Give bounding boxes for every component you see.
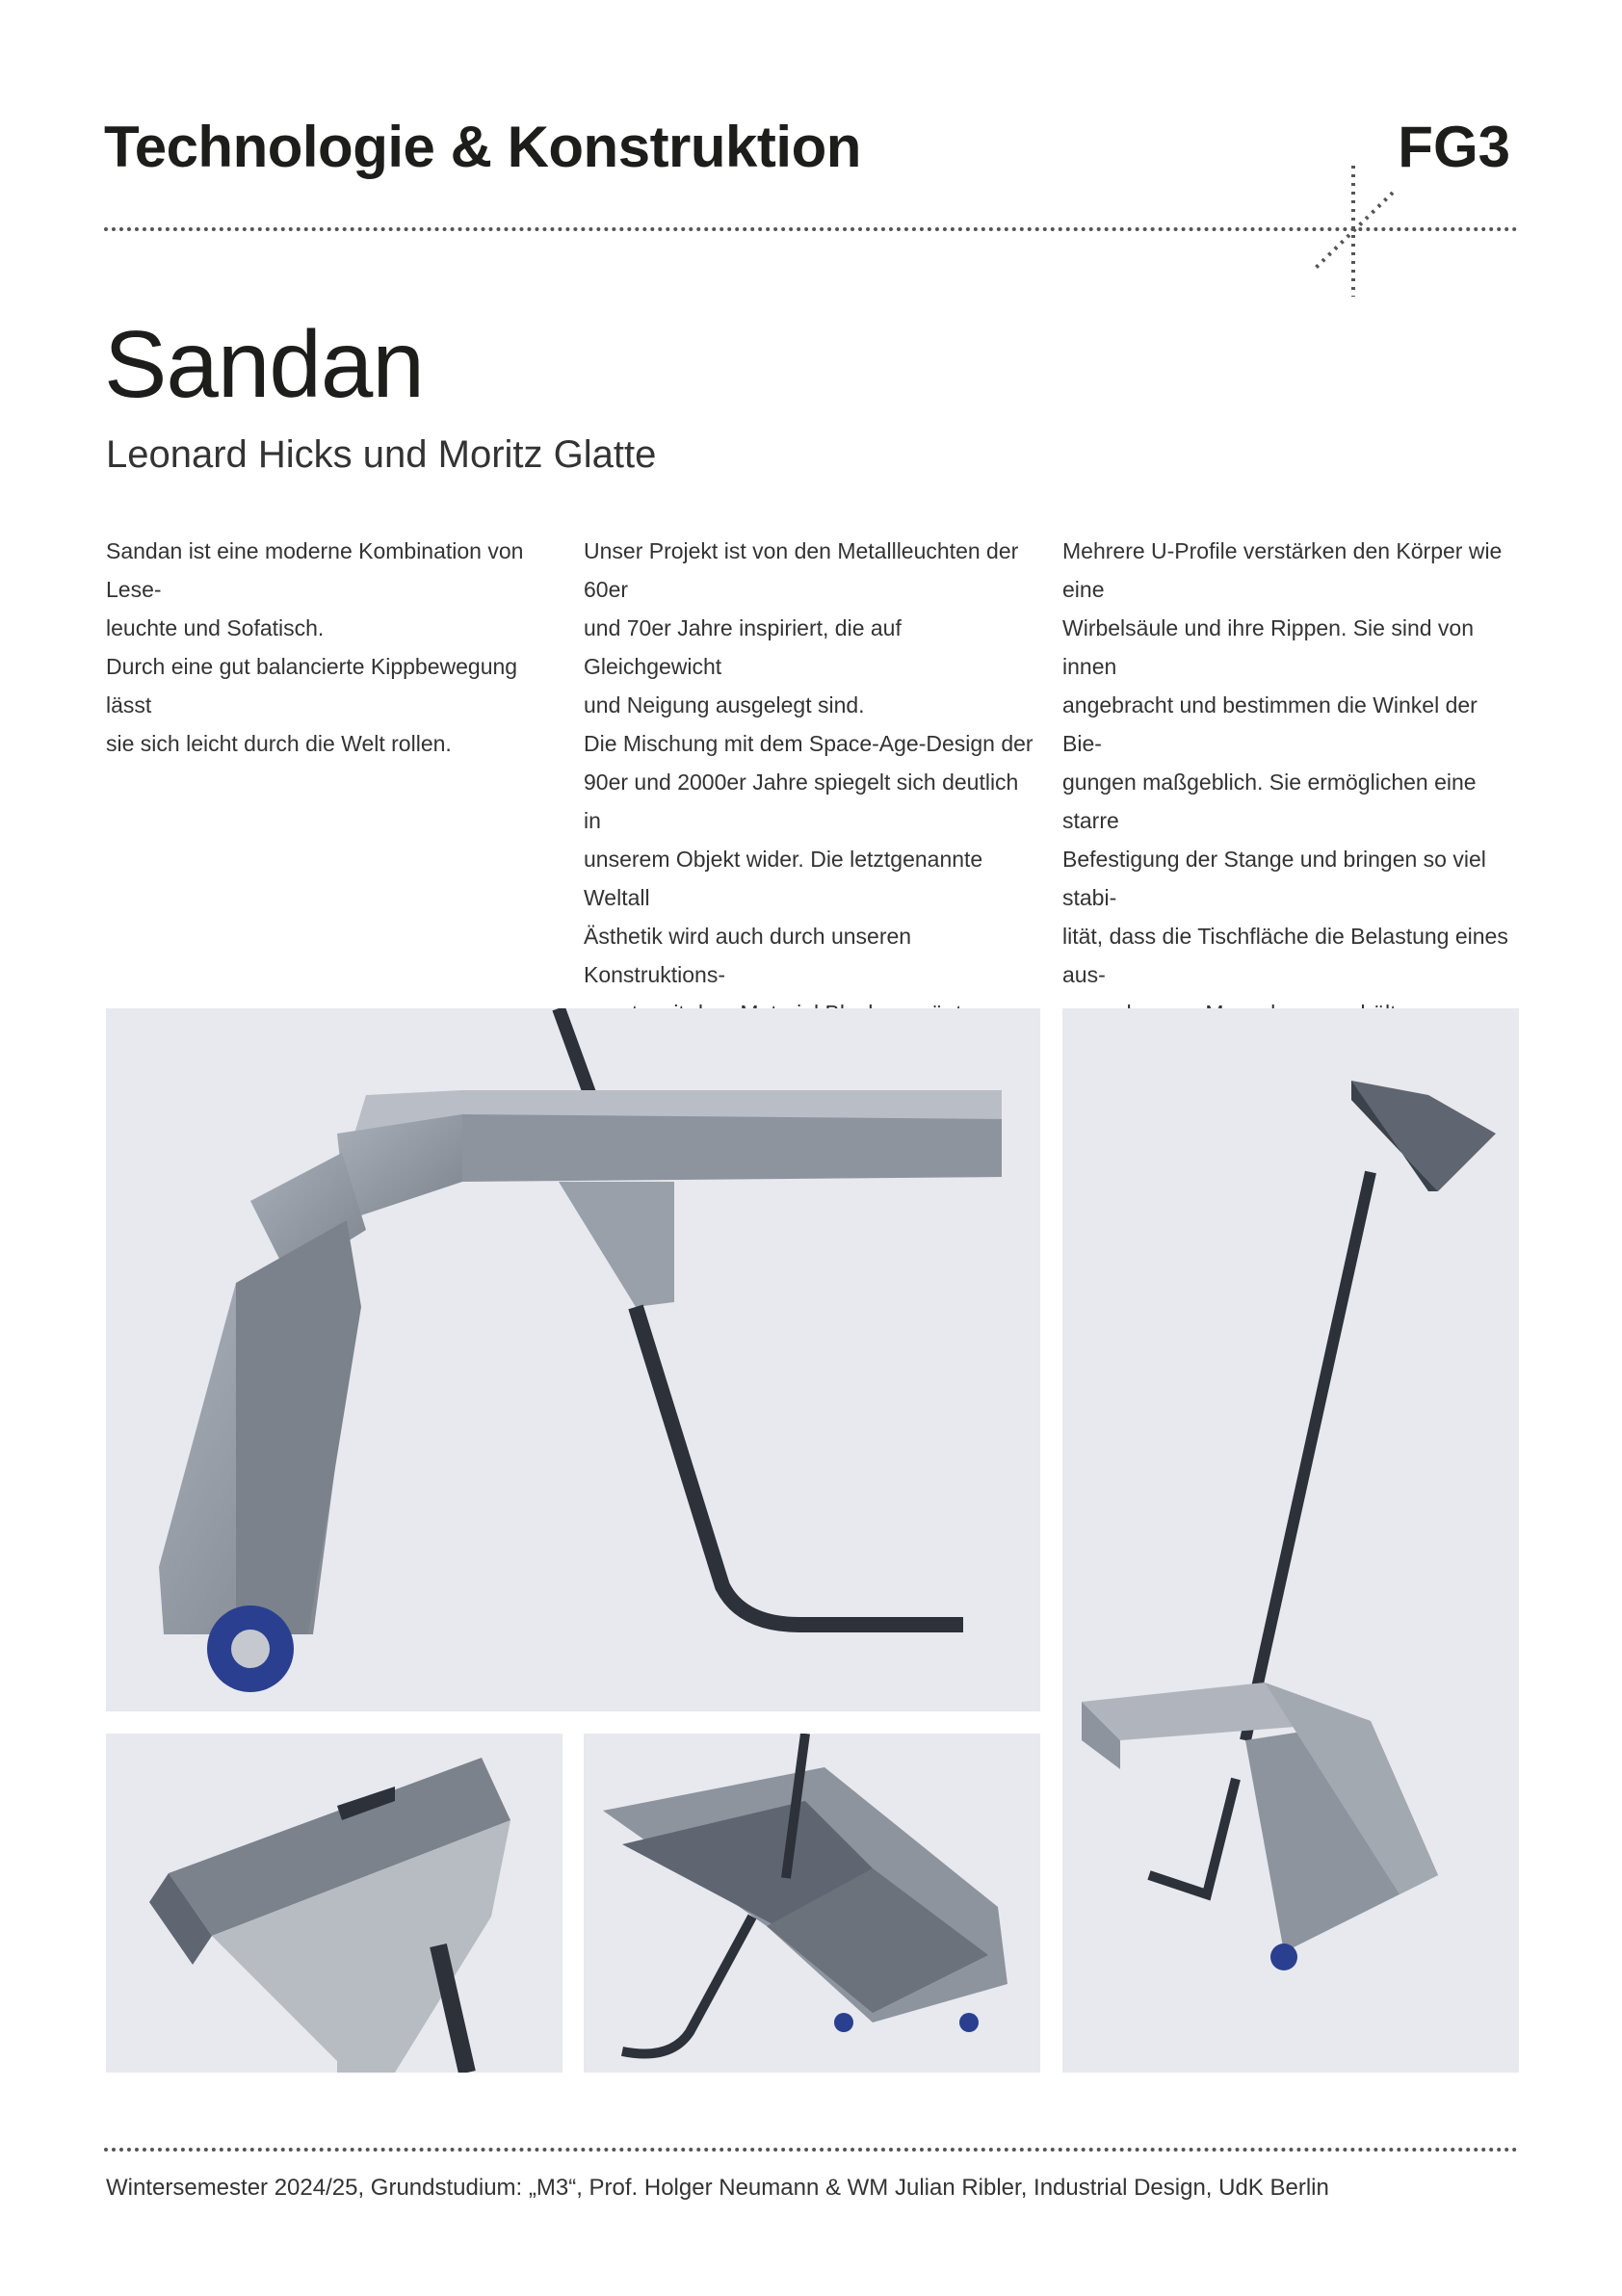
header-code: FG3 bbox=[1398, 115, 1510, 179]
project-title: Sandan bbox=[104, 311, 424, 417]
photo-side-view bbox=[106, 1008, 1040, 1711]
footer-credits: Wintersemester 2024/25, Grundstudium: „M3“, Prof. Holger Neumann & WM Julian Ribler, Industrial Design, UdK Berlin bbox=[106, 2175, 1329, 2201]
text-column-2 bbox=[584, 532, 1036, 1032]
text-column-1 bbox=[106, 532, 559, 763]
column-text: Mehrere U-Profile verstärken den Körper wie eine Wirbelsäule und ihre Rippen. Sie sind von innen angebracht und bestimmen die Winkel der Bie- gungen maßgeblich. Sie ermöglichen eine starre Befestigung der Stange und bringen so viel stabi- lität, dass die Tischfläche die Belastung eines aus- bbox=[1062, 538, 1508, 987]
bottom-divider bbox=[104, 2148, 1518, 2152]
column-text: Unser Projekt ist von den Metallleuchten der 60er und 70er Jahre inspiriert, die auf Gleichgewicht und Neigung ausgelegt sind. Die Mischung mit dem Space-Age-Design der 90er und 2000er Jahre spiegelt sich deutlich in unserem Objekt wider. Die letztgenannte Weltall Ästhetik wird auch durch unseren Konstruktions- bbox=[584, 538, 1033, 987]
photo-upright-view bbox=[1062, 1008, 1519, 2073]
top-divider bbox=[104, 227, 1518, 231]
column-text: Sandan ist eine moderne Kombination von Lese- leuchte und Sofatisch. Durch eine gut balancierte Kippbewegung lässt sie sich leicht durch die Welt rollen. bbox=[106, 538, 524, 756]
header-title: Technologie & Konstruktion bbox=[104, 115, 861, 179]
photo-inner-structure bbox=[584, 1734, 1040, 2073]
crosshair-icon bbox=[1310, 166, 1397, 297]
project-authors: Leonard Hicks und Moritz Glatte bbox=[106, 433, 657, 476]
photo-lampshade-detail bbox=[106, 1734, 562, 2073]
text-column-3 bbox=[1062, 532, 1520, 1032]
